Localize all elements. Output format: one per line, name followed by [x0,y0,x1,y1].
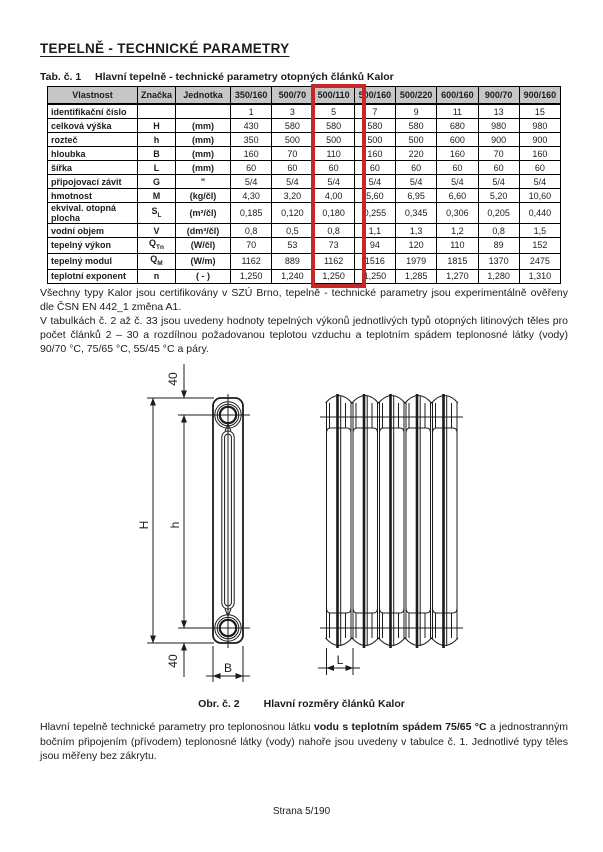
parameters-table [47,86,561,284]
property-cell: rozteč [48,133,138,147]
value-cell: 350 [231,133,272,147]
value-cell: 160 [354,147,395,161]
paragraph-note-pre: Hlavní tepelně technické parametry pro teplonosnou látku [40,721,314,733]
symbol-cell: B [138,147,176,161]
table-header-row [48,87,561,105]
value-cell: 60 [437,161,478,175]
value-cell: 0,185 [231,203,272,224]
value-cell: 120 [396,238,437,254]
value-cell: 1162 [313,253,354,269]
value-cell: 4,00 [313,189,354,203]
symbol-cell: $S_L$ [138,203,176,224]
unit-cell [176,104,231,119]
table-row [48,224,561,238]
table-row [48,119,561,133]
figure-caption [0,698,603,710]
property-cell: šířka [48,161,138,175]
value-cell: 580 [313,119,354,133]
property-cell: vodní objem [48,224,138,238]
paragraph-certification-line1: Všechny typy Kalor jsou certifikovány v SZÚ Brno, tepelně - technické parametry jsou experimentálně ověřeny dle ČSN EN 442_1 změna A1. [40,287,568,313]
value-cell: 110 [313,147,354,161]
value-cell: 0,306 [437,203,478,224]
table-row [48,203,561,224]
unit-cell: " [176,175,231,189]
value-cell: 60 [354,161,395,175]
value-cell: 5/4 [354,175,395,189]
value-cell: 1162 [231,253,272,269]
property-cell: ekvival. otopná plocha [48,203,138,224]
symbol-cell: V [138,224,176,238]
dim-label-B: B [223,661,233,675]
table-row [48,253,561,269]
table-row [48,133,561,147]
paragraph-certification-line2: V tabulkách č. 2 až č. 33 jsou uvedeny hodnoty tepelných výkonů jednotlivých typů otopných litinových těles pro počet článků 2 – 30 a rozdílnou požadovanou teplotou vzduchu a teplotním spádem teplonosné látky (vody) 90/70 °C, 75/65 °C, 55/45 °C a páry. [40,315,568,355]
unit-cell: (kg/čl) [176,189,231,203]
value-cell: 152 [519,238,560,254]
value-cell: 160 [437,147,478,161]
property-cell: tepelný modul [48,253,138,269]
paragraph-note-bold: vodu s teplotním spádem 75/65 °C [313,721,487,733]
symbol-cell: h [138,133,176,147]
value-cell: 0,8 [313,224,354,238]
symbol-cell: n [138,269,176,283]
value-cell: 500 [313,133,354,147]
value-cell: 680 [437,119,478,133]
column-header: Značka [138,87,176,105]
value-cell: 0,5 [272,224,313,238]
page-number: Strana 5/190 [272,806,331,817]
value-cell: 580 [272,119,313,133]
value-cell: 980 [478,119,519,133]
property-cell: hloubka [48,147,138,161]
value-cell: 60 [231,161,272,175]
table-caption-text: Hlavní tepelně - technické parametry otopných článků Kalor [95,71,394,83]
property-cell: celková výška [48,119,138,133]
value-cell: 5/4 [231,175,272,189]
value-cell: 500 [396,133,437,147]
value-cell: 5,60 [354,189,395,203]
value-cell: 0,205 [478,203,519,224]
symbol-cell: $Q_{Tn}$ [138,238,176,254]
value-cell: 0,180 [313,203,354,224]
value-cell: 1,280 [478,269,519,283]
figure-caption-label: Obr. č. 2 [198,698,240,710]
value-cell: 60 [519,161,560,175]
value-cell: 5/4 [478,175,519,189]
value-cell: 1979 [396,253,437,269]
dim-label-bottom40: 40 [166,654,180,668]
value-cell: 3 [272,104,313,119]
value-cell: 1,250 [313,269,354,283]
table-caption-label: Tab. č. 1 [40,71,82,83]
value-cell: 1,270 [437,269,478,283]
value-cell: 900 [519,133,560,147]
column-header: 500/160 [354,87,395,105]
value-cell: 0,120 [272,203,313,224]
unit-cell: ( - ) [176,269,231,283]
value-cell: 430 [231,119,272,133]
value-cell: 4,30 [231,189,272,203]
symbol-cell: $Q_M$ [138,253,176,269]
table-row [48,189,561,203]
symbol-cell: L [138,161,176,175]
column-header: 600/160 [437,87,478,105]
unit-cell: (W/čl) [176,238,231,254]
symbol-cell [138,104,176,119]
property-cell: identifikační číslo [48,104,138,119]
value-cell: 0,8 [478,224,519,238]
symbol-cell: G [138,175,176,189]
value-cell: 500 [272,133,313,147]
value-cell: 580 [354,119,395,133]
unit-cell: (mm) [176,133,231,147]
value-cell: 1 [231,104,272,119]
value-cell: 6,95 [396,189,437,203]
value-cell: 73 [313,238,354,254]
value-cell: 1,240 [272,269,313,283]
unit-cell: (dm³/čl) [176,224,231,238]
symbol-cell: H [138,119,176,133]
value-cell: 70 [478,147,519,161]
value-cell: 13 [478,104,519,119]
paragraph-measurement-note [40,720,568,764]
value-cell: 0,440 [519,203,560,224]
value-cell: 500 [354,133,395,147]
table-body [48,104,561,283]
value-cell: 5/4 [272,175,313,189]
value-cell: 1815 [437,253,478,269]
value-cell: 1,310 [519,269,560,283]
paragraph-note-post: a jednostranným bočním připojením (přívodem) teplonosné látky (vody) nahoře jsou uvedeny v tabulce č. 1. Jednotlivé typy těles jsou měřeny bez zákrytu. [40,721,568,762]
table-row [48,269,561,283]
unit-cell: (mm) [176,147,231,161]
column-header: 350/160 [231,87,272,105]
value-cell: 15 [519,104,560,119]
table-row [48,238,561,254]
column-slot-centerline [225,424,231,616]
symbol-cell: M [138,189,176,203]
column-header: Vlastnost [48,87,138,105]
unit-cell: (W/m) [176,253,231,269]
value-cell: 220 [396,147,437,161]
dim-label-H: H [137,520,151,530]
value-cell: 5/4 [313,175,354,189]
value-cell: 60 [272,161,313,175]
value-cell: 1,250 [231,269,272,283]
header-row [48,87,561,105]
hub-centerlines [178,394,250,648]
value-cell: 11 [437,104,478,119]
unit-cell: (mm) [176,161,231,175]
unit-cell: (mm) [176,119,231,133]
radiator-dimensions-figure [0,355,603,690]
value-cell: 70 [272,147,313,161]
value-cell: 0,255 [354,203,395,224]
column-header: 500/220 [396,87,437,105]
value-cell: 889 [272,253,313,269]
column-header: 500/110 [313,87,354,105]
value-cell: 1,1 [354,224,395,238]
value-cell: 60 [396,161,437,175]
value-cell: 160 [519,147,560,161]
page-title: TEPELNĚ - TECHNICKÉ PARAMETRY [40,41,290,56]
value-cell: 3,20 [272,189,313,203]
property-cell: teplotní exponent [48,269,138,283]
value-cell: 5 [313,104,354,119]
dim-label-L: L [336,653,344,667]
property-cell: připojovací závit [48,175,138,189]
paragraph-certification [40,286,568,356]
value-cell: 94 [354,238,395,254]
value-cell: 900 [478,133,519,147]
value-cell: 5/4 [437,175,478,189]
table-row [48,104,561,119]
value-cell: 980 [519,119,560,133]
value-cell: 1,5 [519,224,560,238]
value-cell: 110 [437,238,478,254]
unit-cell: (m²/čl) [176,203,231,224]
figure-caption-text: Hlavní rozměry článků Kalor [263,698,405,710]
value-cell: 0,345 [396,203,437,224]
value-cell: 580 [396,119,437,133]
value-cell: 60 [313,161,354,175]
value-cell: 7 [354,104,395,119]
column-header: 900/70 [478,87,519,105]
property-cell: hmotnost [48,189,138,203]
side-view-diagram [147,364,250,682]
table-row [48,175,561,189]
value-cell: 89 [478,238,519,254]
value-cell: 9 [396,104,437,119]
table-caption [40,71,394,83]
front-view-diagram [318,394,463,675]
value-cell: 1,285 [396,269,437,283]
column-header: 500/70 [272,87,313,105]
value-cell: 600 [437,133,478,147]
value-cell: 5/4 [519,175,560,189]
value-cell: 1,3 [396,224,437,238]
value-cell: 6,60 [437,189,478,203]
column-header: 900/160 [519,87,560,105]
value-cell: 1370 [478,253,519,269]
extension-lines-H [147,398,214,643]
value-cell: 60 [478,161,519,175]
value-cell: 5/4 [396,175,437,189]
value-cell: 5,20 [478,189,519,203]
value-cell: 1516 [354,253,395,269]
dim-label-h: h [168,521,182,529]
table-row [48,161,561,175]
value-cell: 0,8 [231,224,272,238]
value-cell: 10,60 [519,189,560,203]
value-cell: 2475 [519,253,560,269]
value-cell: 70 [231,238,272,254]
table-row [48,147,561,161]
value-cell: 1,250 [354,269,395,283]
dim-label-top40: 40 [166,372,180,386]
value-cell: 1,2 [437,224,478,238]
column-header: Jednotka [176,87,231,105]
property-cell: tepelný výkon [48,238,138,254]
value-cell: 160 [231,147,272,161]
value-cell: 53 [272,238,313,254]
